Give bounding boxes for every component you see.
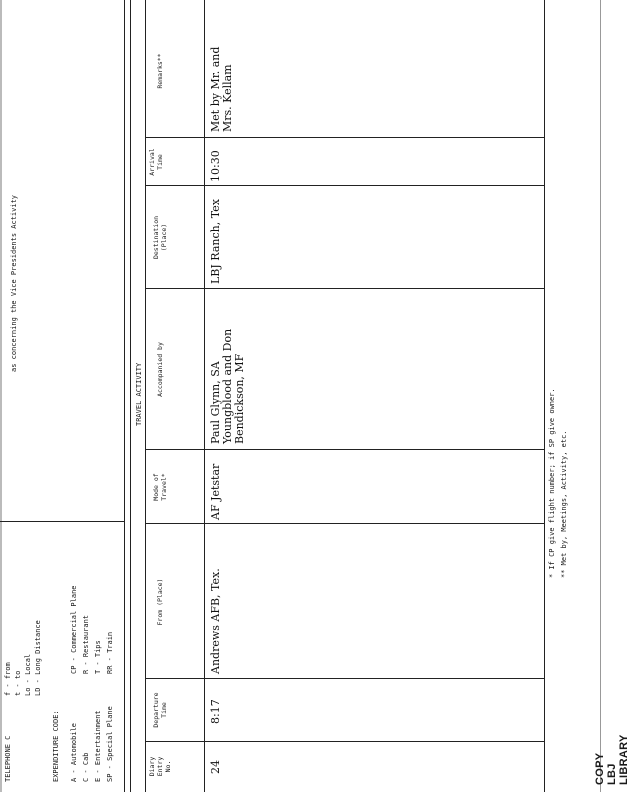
section-title: TRAVEL ACTIVITY	[135, 362, 143, 426]
col-header-destination: Destination (Place)	[152, 215, 168, 260]
header-note: as concerning the Vice Presidents Activity	[10, 194, 18, 372]
col-header-remarks: Remarks**	[156, 53, 164, 89]
section-title-line	[145, 0, 146, 792]
col-divider	[145, 137, 544, 138]
col-header-departure-time: Departure Time	[152, 692, 168, 728]
code-from: f - from	[4, 662, 12, 696]
col-divider	[145, 741, 544, 742]
exp-code-t: T - Tips	[94, 640, 102, 674]
arrival-time: 10:30	[209, 150, 222, 182]
accompanied-by: Paul Glynn, SA Youngblood and Don Bendickson, MF	[209, 328, 246, 444]
col-divider	[145, 678, 544, 679]
code-long-distance: LD - Long Distance	[34, 620, 42, 696]
exp-code-c: C - Cab	[82, 752, 90, 782]
col-divider	[145, 185, 544, 186]
exp-code-sp: SP - Special Plane	[106, 706, 114, 782]
departure-time: 8:17	[209, 699, 222, 724]
col-divider	[145, 288, 544, 289]
header-bottom-line	[124, 0, 125, 792]
col-header-from: From (Place)	[156, 578, 164, 626]
code-local: Lo - Local	[24, 653, 32, 696]
table-header-line	[204, 0, 205, 792]
exp-code-cp: CP - Commercial Plane	[70, 585, 78, 674]
destination: LBJ Ranch, Tex	[209, 199, 222, 284]
exp-code-e: E - Entertainment	[94, 710, 102, 782]
telephone-code-label: TELEPHONE C	[4, 735, 12, 782]
from-place: Andrews AFB, Tex.	[209, 568, 222, 674]
section-top-line	[130, 0, 131, 792]
exp-code-rr: RR - Train	[106, 631, 114, 674]
col-header-arrival-time: Arrival Time	[148, 148, 164, 176]
col-divider	[145, 449, 544, 450]
exp-code-r: R - Restaurant	[82, 614, 90, 674]
col-header-diary-entry: Diary Entry No.	[148, 756, 172, 777]
col-header-accompanied-by: Accompanied by	[156, 342, 164, 397]
scan-margin-line	[600, 0, 601, 792]
table-bottom-line	[544, 0, 545, 792]
code-to: t - to	[14, 670, 22, 696]
expenditure-code-title: EXPENDITURE CODE:	[52, 710, 60, 782]
library-stamp: COPY LBJ LIBRARY	[594, 734, 630, 785]
exp-code-a: A - Automobile	[70, 722, 78, 782]
diary-entry-number: 24	[209, 760, 222, 774]
footnote-1: * If CP give flight number; if SP give owner.	[548, 388, 556, 578]
footnote-2: ** Met by, Meetings, Activity, etc.	[560, 430, 568, 578]
header-divider	[0, 521, 124, 522]
col-divider	[145, 523, 544, 524]
remarks: Met by Mr. and Mrs. Kellam	[209, 46, 234, 132]
col-header-mode-of-travel: Mode of Travel*	[152, 473, 168, 501]
mode-of-travel: AF Jetstar	[209, 463, 222, 520]
